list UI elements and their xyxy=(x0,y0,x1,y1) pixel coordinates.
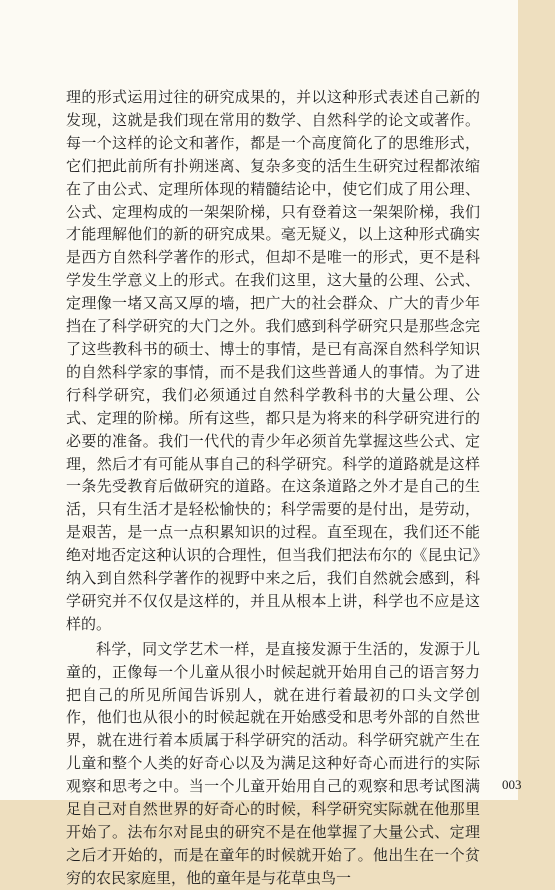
paragraph-2: 科学，同文学艺术一样，是直接发源于生活的，发源于儿童的，正像每一个儿童从很小时候起就开始用自己的语言努力把自己的所见所闻告诉别人，就在进行着最初的口头文学创作，他们也从很小的时候起就在开始感受和思考外部的自然世界，就在进行着本质属于科学研究的活动。科学研究就产生在儿童和整个人类的好奇心以及为满足这种好奇心而进行的实际观察和思考之中。当一个儿童开始用自己的观察和思考试图满足自己对自然世界的好奇心的时候，科学研究实际就在他那里开始了。法布尔对昆虫的研究不是在他掌握了大量公式、定理之后才开始的，而是在童年的时候就开始了。他出生在一个贫穷的农民家庭里，他的童年是与花草虫鸟一 xyxy=(66,639,480,887)
page-number: 003 xyxy=(502,777,522,792)
body-text xyxy=(66,86,480,890)
paragraph-1: 理的形式运用过往的研究成果的，并以这种形式表述自己新的发现，这就是我们现在常用的数学、自然科学的论文或著作。每一个这样的论文和著作，都是一个高度简化了的思维形式，它们把此前所有扑朔迷离、复杂多变的活生生研究过程都浓缩在了由公式、定理所体现的精髓结论中，使它们成了用公理、公式、定理构成的一架架阶梯，只有登着这一架架阶梯，我们才能理解他们的新的研究成果。毫无疑义，以上这种形式确实是西方自然科学著作的形式，但却不是唯一的形式，更不是科学发生学意义上的形式。在我们这里，这大量的公理、公式、定理像一堵又高又厚的墙，把广大的社会群众、广大的青少年挡在了科学研究的大门之外。我们感到科学研究只是那些念完了这些教科书的硕士、博士的事情，是已有高深自然科学知识的自然科学家的事情，而不是我们这些普通人的事情。为了进行科学研究，我们必须通过自然科学教科书的大量公理、公式、定理的阶梯。所有这些，都只是为将来的科学研究进行的必要的准备。我们一代代的青少年必须首先掌握这些公式、定理，然后才有可能从事自己的科学研究。科学的道路就是这样一条先受教育后做研究的道路。在这条道路之外才是自己的生活，只有生活才是轻松愉快的；科学需要的是付出，是劳动，是艰苦，是一点一点积累知识的过程。直至现在，我们还不能绝对地否定这种认识的合理性，但当我们把法布尔的《昆虫记》纳入到自然科学著作的视野中来之后，我们自然就会感到，科学研究并不仅仅是这样的，并且从根本上讲，科学也不应是这样的。 xyxy=(66,88,480,633)
